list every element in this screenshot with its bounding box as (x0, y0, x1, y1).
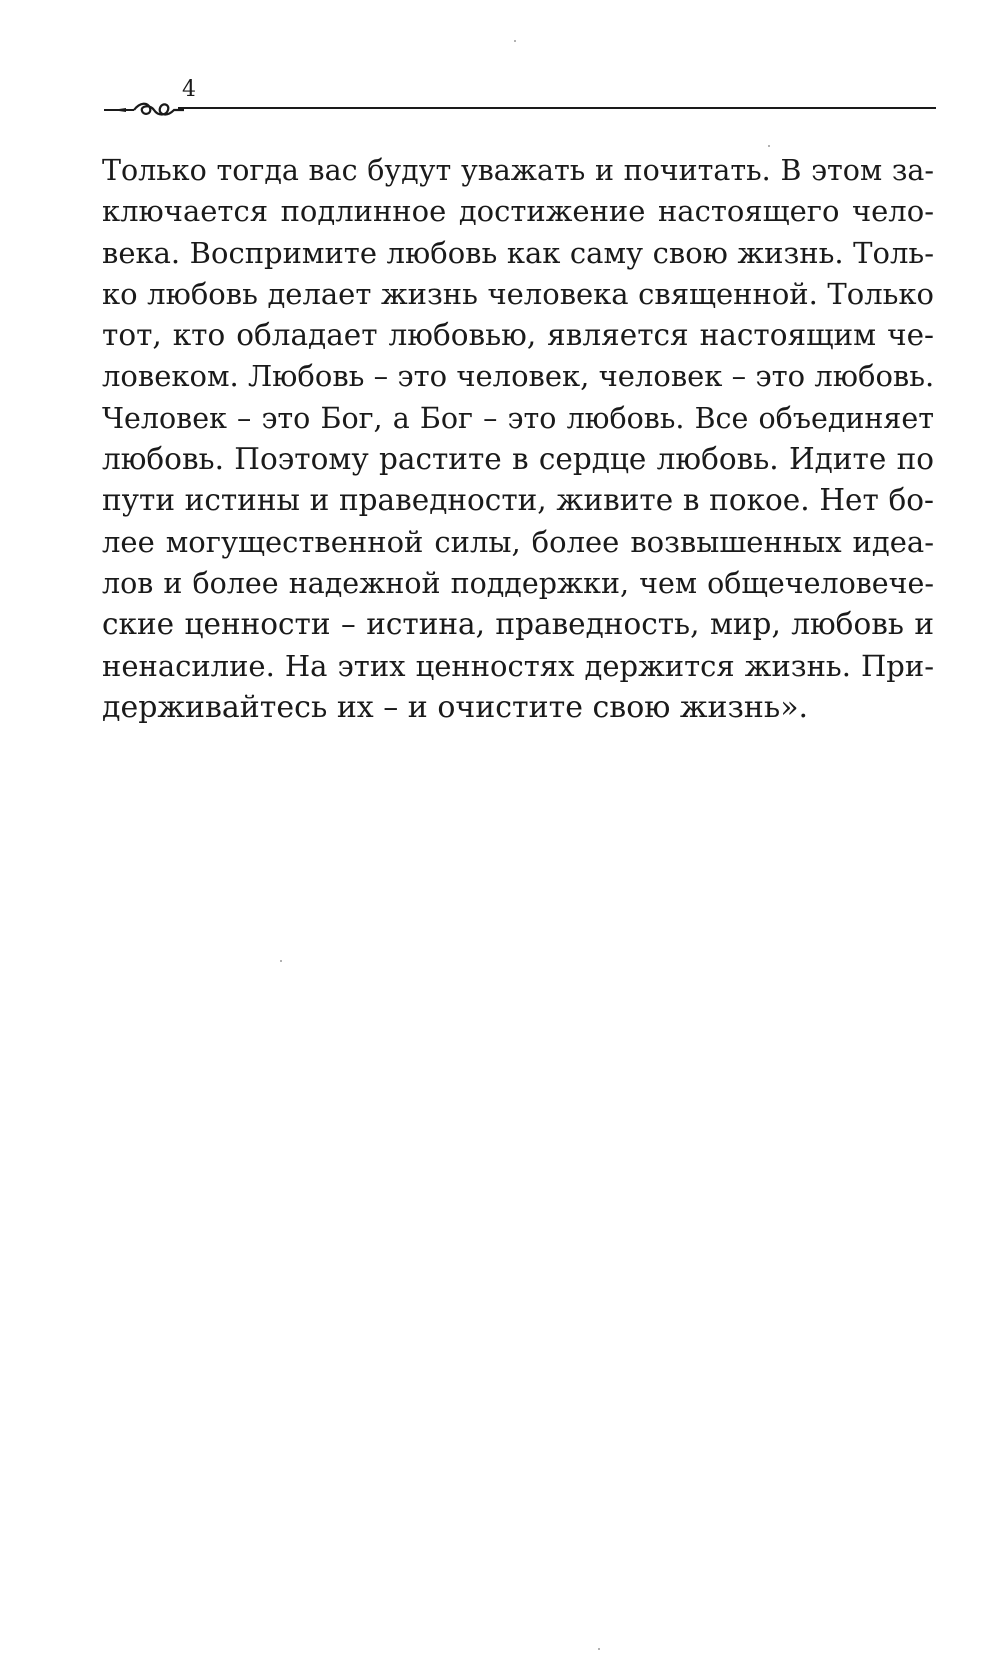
scan-speck (598, 1648, 600, 1650)
text-line: лее могущественной силы, более возвышенных идеа- (102, 524, 934, 559)
text-line: тот, кто обладает любовью, является настоящим че- (102, 318, 934, 353)
scan-speck (768, 145, 770, 147)
text-line: ненасилие. На этих ценностях держится жизнь. При- (102, 648, 934, 683)
decorative-flourish-icon (104, 100, 184, 120)
body-text (102, 150, 934, 728)
text-line: лов и более надежной поддержки, чем общечеловече- (102, 566, 934, 600)
text-line: пути истины и праведности, живите в покое. Нет бо- (102, 483, 934, 518)
text-line: века. Воспримите любовь как саму свою жизнь. Толь- (102, 235, 934, 270)
text-line: ские ценности – истина, праведность, мир, любовь и (102, 607, 934, 642)
text-line: любовь. Поэтому растите в сердце любовь. Идите по (102, 442, 934, 477)
text-line: ключается подлинное достижение настоящего чело- (102, 194, 934, 229)
text-line: Только тогда вас будут уважать и почитать. В этом за- (102, 154, 934, 187)
text-line: Человек – это Бог, а Бог – это любовь. Все объединяет (102, 401, 934, 435)
scan-speck (280, 960, 282, 962)
text-line: держивайтесь их – и очистите свою жизнь». (102, 689, 809, 725)
header-rule (178, 107, 936, 109)
text-line: ловеком. Любовь – это человек, человек – это любовь. (102, 359, 935, 394)
page-number: 4 (182, 77, 196, 102)
text-line: ко любовь делает жизнь человека священной. Только (102, 276, 934, 311)
scan-speck (514, 40, 516, 42)
page-header (104, 78, 936, 118)
